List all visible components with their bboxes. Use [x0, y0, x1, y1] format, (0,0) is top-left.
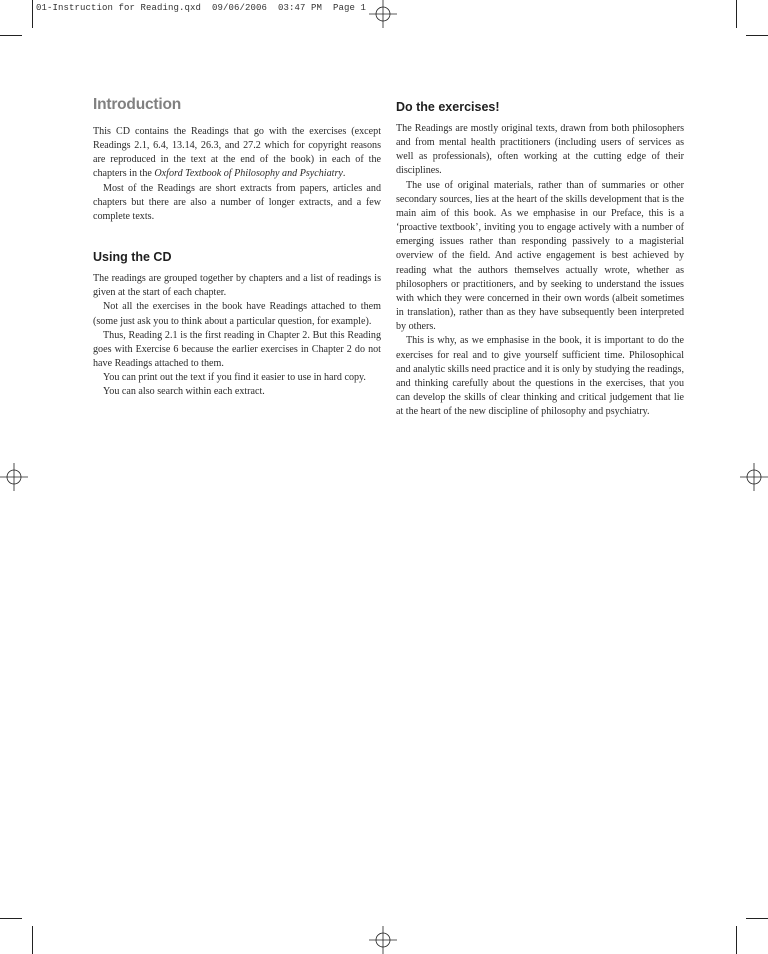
registration-mark-left-icon [0, 463, 28, 491]
using-paragraph-2: Not all the exercises in the book have Readings attached to them (some just ask you to think about a particular question, for example). [93, 301, 381, 327]
crop-mark-bottom-left-v [32, 926, 33, 954]
crop-mark-bottom-right-h [746, 918, 768, 919]
print-slug: 01-Instruction for Reading.qxd 09/06/2006 03:47 PM Page 1 [36, 3, 367, 13]
exercises-paragraph-3: This is why, as we emphasise in the book, it is important to do the exercises for real and to give yourself sufficient time. Philosophical and analytic skills need practice and it is only by studying the readings, and thinking carefully about the questions in the exercises, that you can develop the skills of clear thinking and critical judgement that lie at the heart of the new discipline of philosophy and psychiatry. [396, 335, 684, 418]
book-title-italic: Oxford Textbook of Philosophy and Psychiatry [154, 168, 343, 180]
intro-p1-text: This CD contains the Readings that go with the exercises (except Readings 2.1, 6.4, 13.14, 26.3, and 27.2 which for copyright reasons are reproduced in the text at the end of the book) in each of the chapters in the [93, 126, 381, 180]
crop-mark-top-left-h [0, 35, 22, 36]
using-paragraph-3: Thus, Reading 2.1 is the first reading in Chapter 2. But this Reading goes with Exercise 6 because the earlier exercises in Chapter 2 do not have Readings attached to them. [93, 329, 381, 370]
crop-mark-bottom-left-h [0, 918, 22, 919]
using-paragraph-5: You can also search within each extract. [103, 386, 265, 398]
crop-mark-top-right-h [746, 35, 768, 36]
introduction-heading: Introduction [93, 96, 181, 113]
using-paragraph-4: You can print out the text if you find it easier to use in hard copy. [103, 372, 366, 384]
exercises-paragraph-2: The use of original materials, rather than of summaries or other secondary sources, lies at the heart of the skills development that is the main aim of this book. As we emphasise in our Preface, this is a ‘proactive textbook’, inviting you to engage actively with a number of emerging issues rather than responding passively to a magisterial overview of the field. And active engagement is best achieved by reading what the authors themselves actually wrote, whether as philosophers or practitioners, and by seeking to understand the issues with which they were concerned in their own words (albeit sometimes in translation), rather than as they have subsequently been interpreted by others. [396, 179, 684, 333]
using-paragraph-1: The readings are grouped together by chapters and a list of readings is given at the start of each chapter. [93, 273, 381, 299]
left-column [93, 96, 381, 400]
do-exercises-heading: Do the exercises! [396, 100, 500, 114]
crop-mark-top-right-v [736, 0, 737, 28]
intro-p1-end: . [342, 168, 346, 180]
using-cd-heading: Using the CD [93, 250, 172, 265]
right-column [396, 96, 684, 419]
registration-mark-right-icon [740, 463, 768, 491]
exercises-paragraph-1: The Readings are mostly original texts, drawn from both philosophers and from mental health practitioners (including users of services as well as professionals), often working at the cutting edge of their disciplines. [396, 123, 684, 177]
crop-mark-bottom-right-v [736, 926, 737, 954]
intro-paragraph-2: Most of the Readings are short extracts from papers, articles and chapters but there are also a number of longer extracts, and a few complete texts. [93, 182, 381, 222]
intro-paragraph-1 [93, 125, 381, 182]
registration-mark-bottom-icon [369, 926, 397, 954]
registration-mark-top-icon [369, 0, 397, 28]
crop-mark-top-left-v [32, 0, 33, 28]
